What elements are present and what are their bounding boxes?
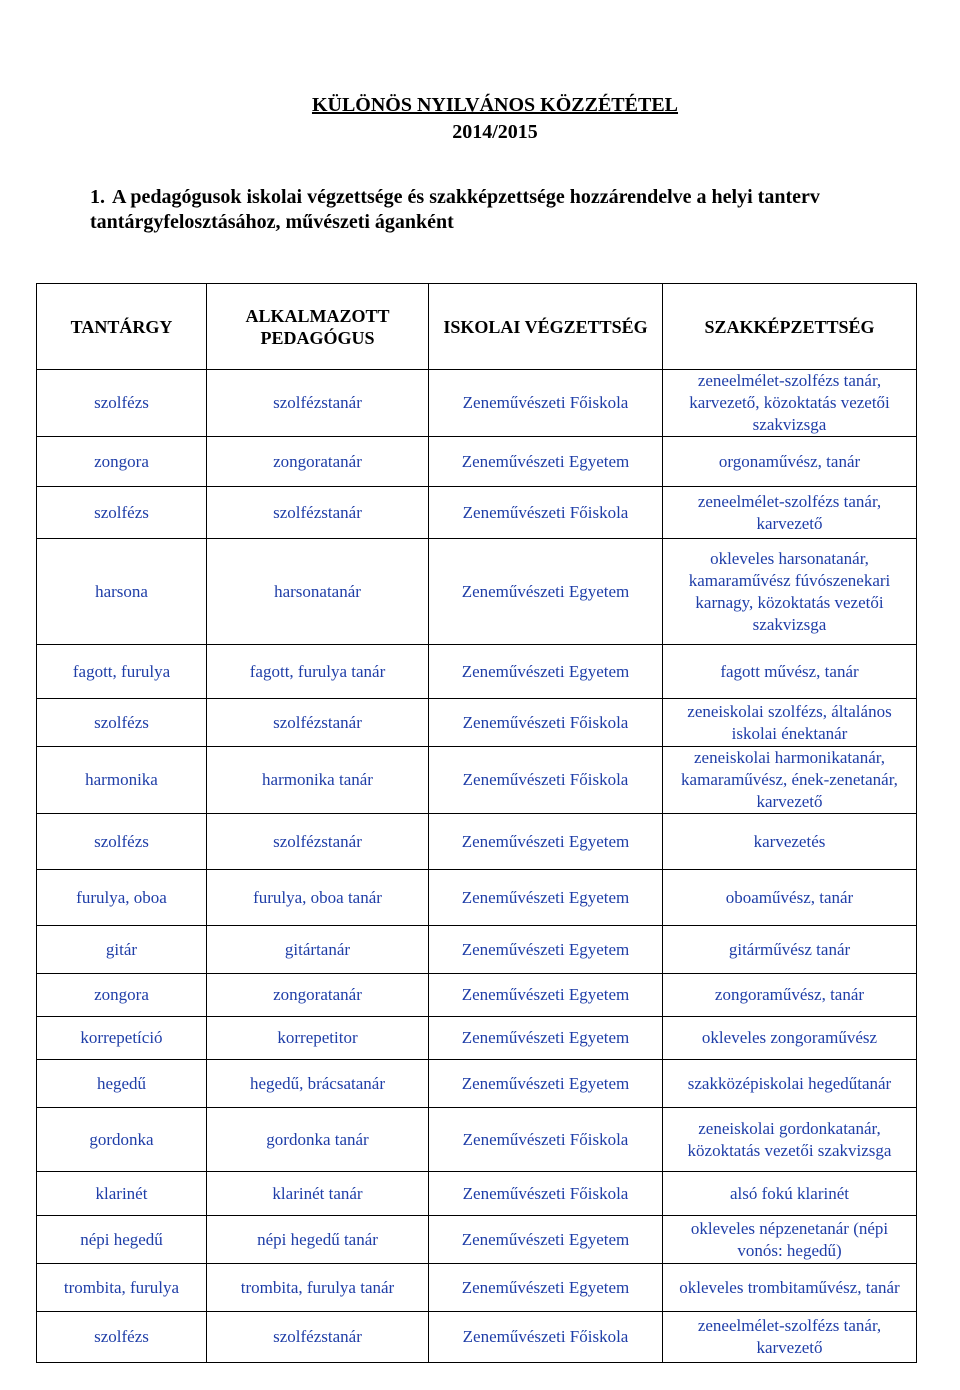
header-subject: TANTÁRGY <box>37 284 207 370</box>
cell-subject: szolfézs <box>37 699 207 747</box>
table-row <box>37 1172 917 1216</box>
cell-qualification: fagott művész, tanár <box>663 645 917 699</box>
cell-qualification: zongoraművész, tanár <box>663 974 917 1017</box>
cell-subject: harsona <box>37 539 207 645</box>
cell-teacher: szolfézstanár <box>207 487 429 539</box>
cell-education: Zeneművészeti Főiskola <box>429 370 663 437</box>
cell-teacher: szolfézstanár <box>207 1312 429 1363</box>
table-row <box>37 870 917 926</box>
cell-qualification: okleveles zongoraművész <box>663 1017 917 1060</box>
cell-education: Zeneművészeti Főiskola <box>429 487 663 539</box>
cell-subject: fagott, furulya <box>37 645 207 699</box>
table-row <box>37 1060 917 1108</box>
cell-education: Zeneművészeti Főiskola <box>429 747 663 814</box>
cell-qualification: orgonaművész, tanár <box>663 437 917 487</box>
cell-qualification: okleveles harsonatanár, kamaraművész fúvószenekari karnagy, közoktatás vezetői szakvizsga <box>663 539 917 645</box>
table-row <box>37 487 917 539</box>
cell-qualification: alsó fokú klarinét <box>663 1172 917 1216</box>
cell-education: Zeneművészeti Egyetem <box>429 870 663 926</box>
section-number: 1. <box>90 186 105 208</box>
section-heading <box>90 185 930 235</box>
cell-subject: trombita, furulya <box>37 1264 207 1312</box>
cell-qualification: zeneelmélet-szolfézs tanár, karvezető <box>663 1312 917 1363</box>
table-row <box>37 370 917 437</box>
cell-subject: zongora <box>37 437 207 487</box>
header-teacher: ALKALMAZOTT PEDAGÓGUS <box>207 284 429 370</box>
cell-education: Zeneművészeti Főiskola <box>429 1172 663 1216</box>
cell-education: Zeneművészeti Főiskola <box>429 1108 663 1172</box>
cell-education: Zeneművészeti Főiskola <box>429 699 663 747</box>
cell-subject: harmonika <box>37 747 207 814</box>
cell-teacher: harmonika tanár <box>207 747 429 814</box>
cell-education: Zeneművészeti Egyetem <box>429 437 663 487</box>
table-row <box>37 926 917 974</box>
table-row <box>37 1017 917 1060</box>
cell-teacher: gordonka tanár <box>207 1108 429 1172</box>
table-header-row <box>37 284 917 370</box>
cell-teacher: szolfézstanár <box>207 699 429 747</box>
cell-education: Zeneművészeti Főiskola <box>429 1312 663 1363</box>
cell-teacher: trombita, furulya tanár <box>207 1264 429 1312</box>
cell-qualification: karvezetés <box>663 814 917 870</box>
teachers-table <box>36 283 917 1363</box>
table-row <box>37 814 917 870</box>
cell-teacher: fagott, furulya tanár <box>207 645 429 699</box>
cell-teacher: harsonatanár <box>207 539 429 645</box>
cell-teacher: szolfézstanár <box>207 814 429 870</box>
cell-subject: furulya, oboa <box>37 870 207 926</box>
cell-teacher: klarinét tanár <box>207 1172 429 1216</box>
cell-education: Zeneművészeti Egyetem <box>429 539 663 645</box>
cell-qualification: zeneiskolai harmonikatanár, kamaraművész, ének-zenetanár, karvezető <box>663 747 917 814</box>
cell-education: Zeneművészeti Egyetem <box>429 1216 663 1264</box>
cell-education: Zeneművészeti Egyetem <box>429 1264 663 1312</box>
cell-subject: korrepetíció <box>37 1017 207 1060</box>
section-title-line-2: tantárgyfelosztásához, művészeti áganként <box>90 211 454 233</box>
cell-teacher: furulya, oboa tanár <box>207 870 429 926</box>
cell-teacher: zongoratanár <box>207 437 429 487</box>
cell-qualification: oboaművész, tanár <box>663 870 917 926</box>
cell-subject: hegedű <box>37 1060 207 1108</box>
cell-qualification: okleveles trombitaművész, tanár <box>663 1264 917 1312</box>
cell-education: Zeneművészeti Egyetem <box>429 926 663 974</box>
cell-subject: szolfézs <box>37 814 207 870</box>
cell-education: Zeneművészeti Egyetem <box>429 974 663 1017</box>
table-row <box>37 699 917 747</box>
cell-subject: szolfézs <box>37 487 207 539</box>
cell-qualification: szakközépiskolai hegedűtanár <box>663 1060 917 1108</box>
table-row <box>37 1216 917 1264</box>
cell-subject: népi hegedű <box>37 1216 207 1264</box>
cell-subject: szolfézs <box>37 370 207 437</box>
cell-teacher: korrepetitor <box>207 1017 429 1060</box>
cell-qualification: zeneelmélet-szolfézs tanár, karvezető <box>663 487 917 539</box>
cell-education: Zeneművészeti Egyetem <box>429 814 663 870</box>
table-row <box>37 539 917 645</box>
cell-qualification: gitárművész tanár <box>663 926 917 974</box>
cell-teacher: szolfézstanár <box>207 370 429 437</box>
cell-subject: zongora <box>37 974 207 1017</box>
section-title-line-1: A pedagógusok iskolai végzettsége és szakképzettsége hozzárendelve a helyi tanterv <box>112 186 820 208</box>
cell-education: Zeneművészeti Egyetem <box>429 645 663 699</box>
cell-teacher: zongoratanár <box>207 974 429 1017</box>
document-title: KÜLÖNÖS NYILVÁNOS KÖZZÉTÉTEL <box>311 94 679 116</box>
cell-qualification: okleveles népzenetanár (népi vonós: hegedű) <box>663 1216 917 1264</box>
table-row <box>37 974 917 1017</box>
cell-subject: szolfézs <box>37 1312 207 1363</box>
table-row <box>37 645 917 699</box>
cell-subject: klarinét <box>37 1172 207 1216</box>
cell-education: Zeneművészeti Egyetem <box>429 1017 663 1060</box>
cell-education: Zeneművészeti Egyetem <box>429 1060 663 1108</box>
cell-teacher: népi hegedű tanár <box>207 1216 429 1264</box>
table-row <box>37 437 917 487</box>
document-year: 2014/2015 <box>452 121 538 143</box>
table-row <box>37 1108 917 1172</box>
table-row <box>37 1264 917 1312</box>
header-qualification: SZAKKÉPZETTSÉG <box>663 284 917 370</box>
table-row <box>37 1312 917 1363</box>
header-education: ISKOLAI VÉGZETTSÉG <box>429 284 663 370</box>
cell-subject: gitár <box>37 926 207 974</box>
cell-qualification: zeneelmélet-szolfézs tanár, karvezető, közoktatás vezetői szakvizsga <box>663 370 917 437</box>
table-row <box>37 747 917 814</box>
cell-teacher: gitártanár <box>207 926 429 974</box>
cell-teacher: hegedű, brácsatanár <box>207 1060 429 1108</box>
cell-qualification: zeneiskolai gordonkatanár, közoktatás vezetői szakvizsga <box>663 1108 917 1172</box>
cell-qualification: zeneiskolai szolfézs, általános iskolai énektanár <box>663 699 917 747</box>
cell-subject: gordonka <box>37 1108 207 1172</box>
